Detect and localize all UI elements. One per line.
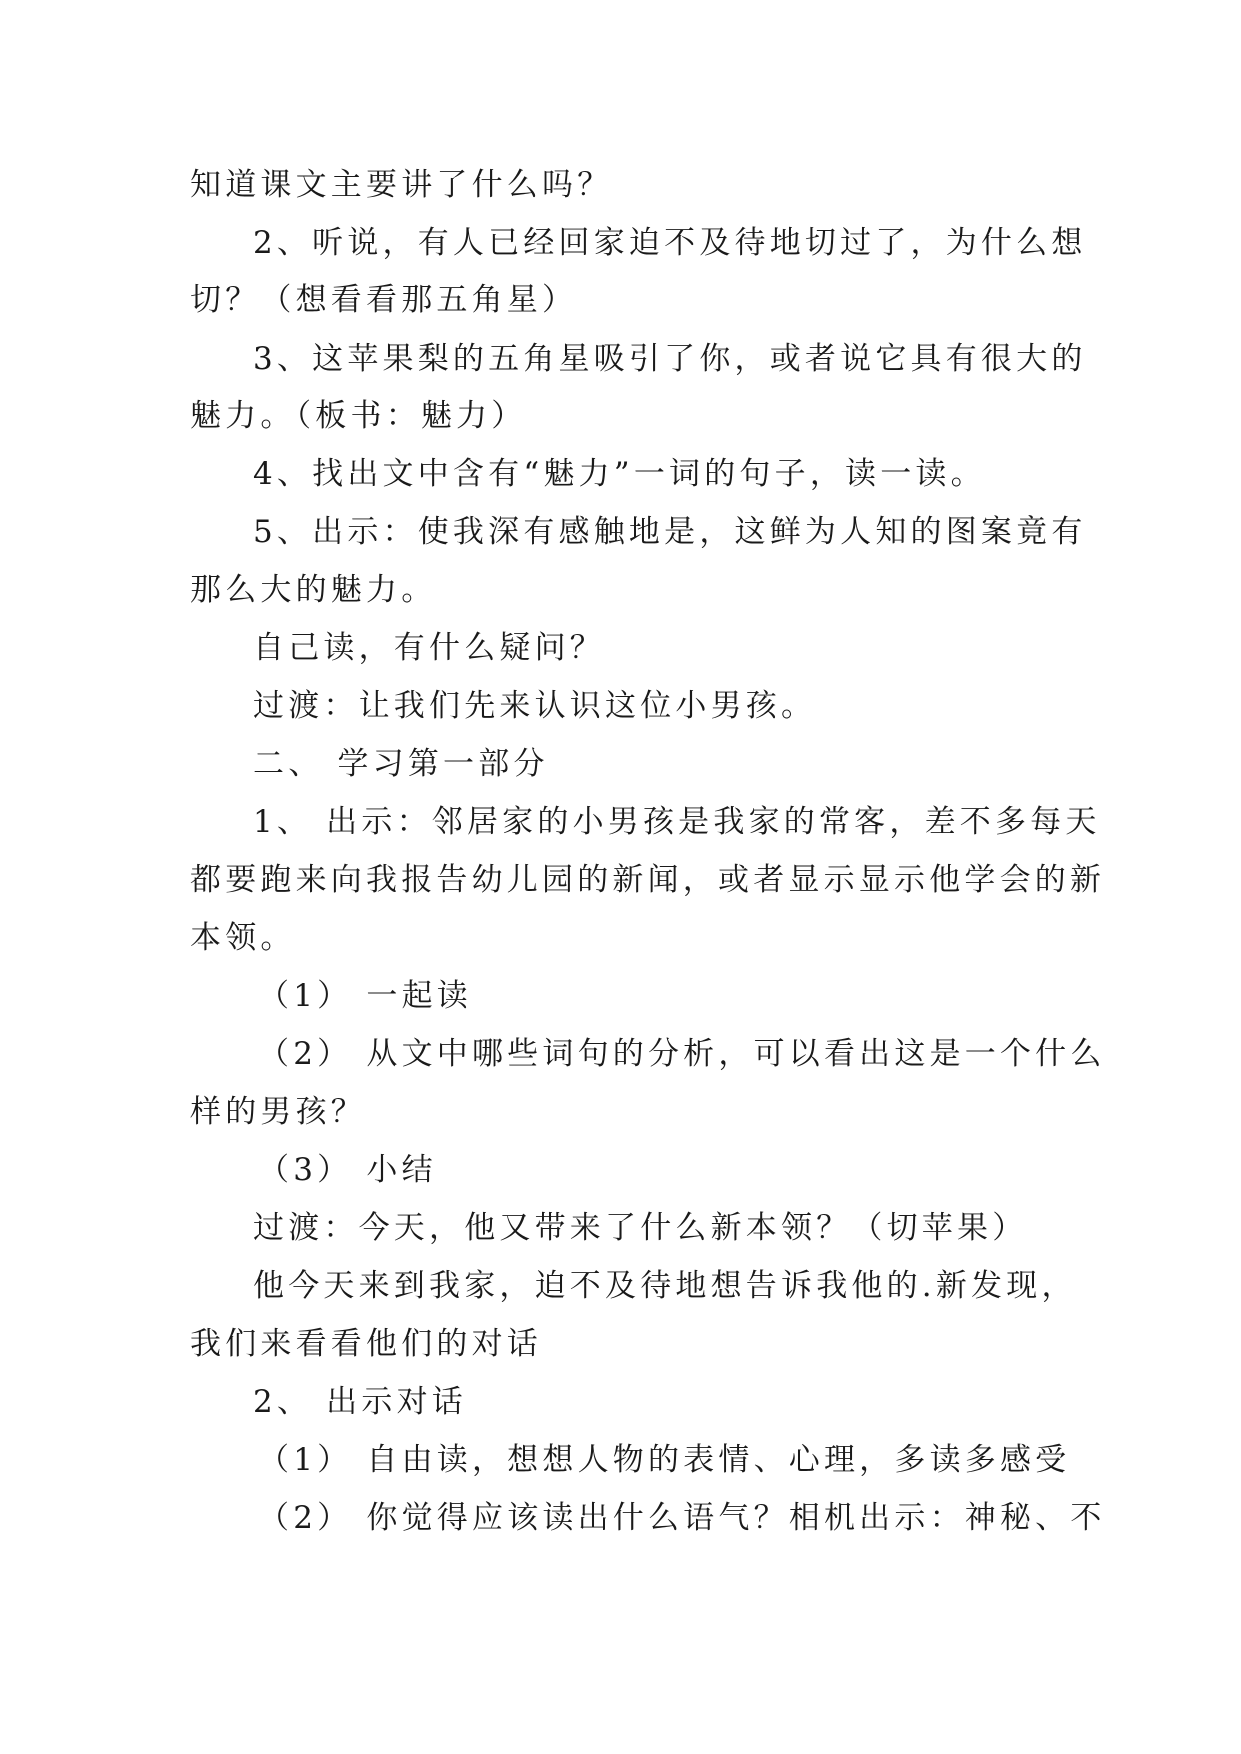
- text-line: 4、找出文中含有“魅力”一词的句子，读一读。: [253, 456, 986, 492]
- text-line: 自己读，有什么疑问？: [253, 630, 605, 666]
- text-line: 我们来看看他们的对话: [190, 1326, 542, 1362]
- text-line: 3、这苹果梨的五角星吸引了你，或者说它具有很大的: [253, 341, 1087, 377]
- text-line: 过渡：今天，他又带来了什么新本领？（切苹果）: [253, 1210, 1028, 1246]
- text-line: （2） 你觉得应该读出什么语气？相机出示：神秘、不: [258, 1500, 1106, 1536]
- text-line: 知道课文主要讲了什么吗？: [190, 167, 613, 203]
- text-line: 1、 出示：邻居家的小男孩是我家的常客，差不多每天: [253, 804, 1101, 840]
- text-line: （1） 一起读: [258, 978, 472, 1014]
- text-line: 魅力。（板书：魅力）: [190, 398, 527, 434]
- text-line: 2、 出示对话: [253, 1384, 467, 1420]
- text-line: 他今天来到我家，迫不及待地想告诉我他的.新发现，: [253, 1268, 1077, 1304]
- text-line: 过渡：让我们先来认识这位小男孩。: [253, 688, 817, 724]
- section-heading: 二、 学习第一部分: [253, 746, 549, 782]
- text-line: 2、听说，有人已经回家迫不及待地切过了，为什么想: [253, 225, 1087, 261]
- text-line: 都要跑来向我报告幼儿园的新闻，或者显示显示他学会的新: [190, 862, 1106, 898]
- text-line: 样的男孩？: [190, 1094, 366, 1130]
- text-line: （3） 小结: [258, 1152, 437, 1188]
- text-line: 本领。: [190, 920, 296, 956]
- text-line: （2） 从文中哪些词句的分析，可以看出这是一个什么: [258, 1036, 1106, 1072]
- text-line: 切？（想看看那五角星）: [190, 282, 578, 318]
- text-line: （1） 自由读，想想人物的表情、心理，多读多感受: [258, 1442, 1071, 1478]
- text-line: 那么大的魅力。: [190, 572, 437, 608]
- text-line: 5、出示：使我深有感触地是，这鲜为人知的图案竟有: [253, 514, 1087, 550]
